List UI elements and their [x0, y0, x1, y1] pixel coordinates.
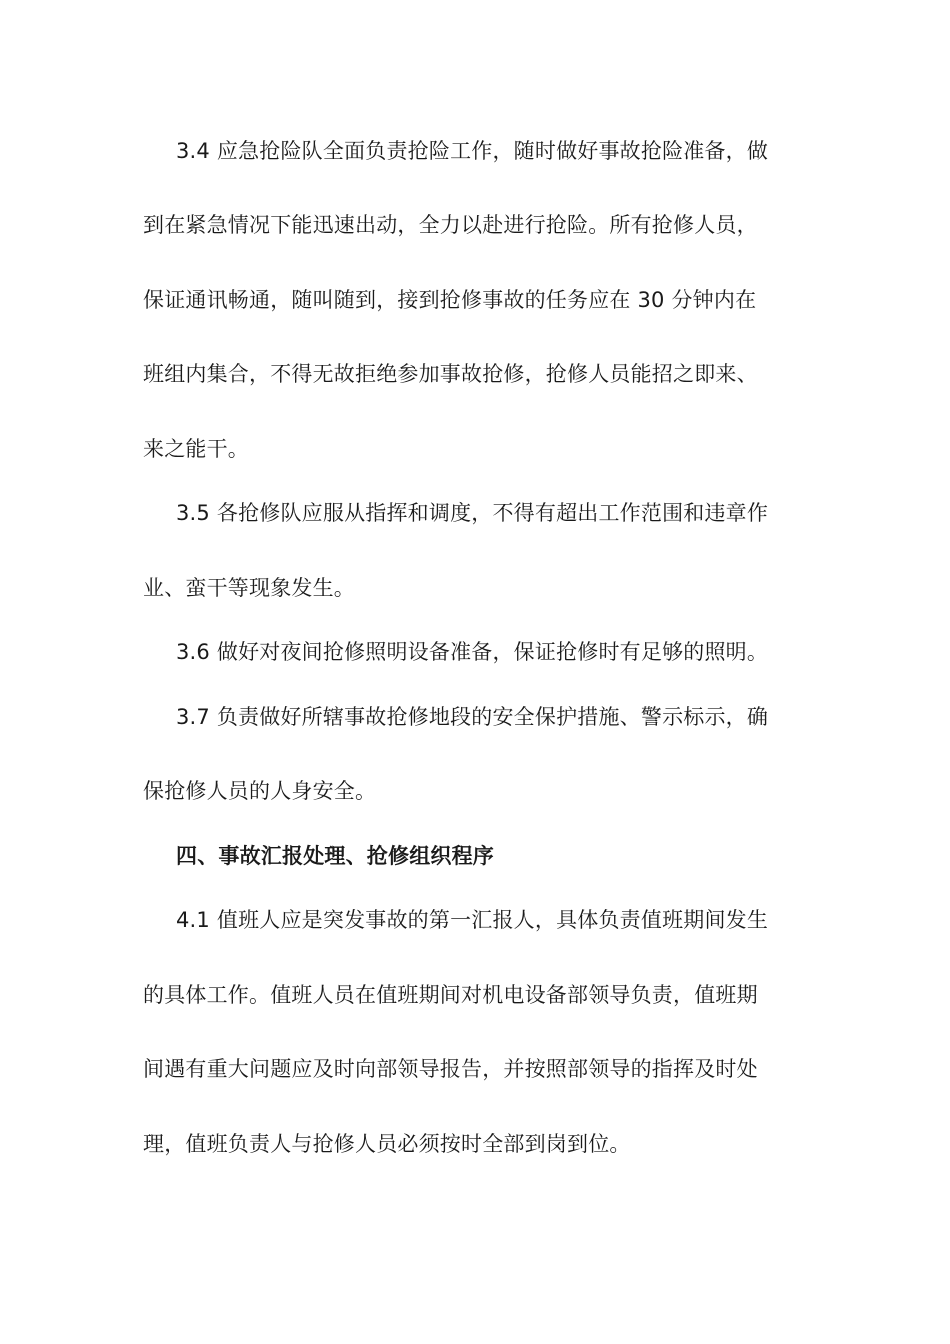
paragraph-3-6-line-1: 3.6 做好对夜间抢修照明设备准备，保证抢修时有足够的照明。: [176, 640, 769, 664]
paragraph-3-4-line-4: 班组内集合，不得无故拒绝参加事故抢修，抢修人员能招之即来、: [143, 362, 758, 386]
section-heading-4: 四、事故汇报处理、抢修组织程序: [176, 844, 494, 868]
paragraph-4-1-line-4: 理，值班负责人与抢修人员必须按时全部到岗到位。: [143, 1132, 631, 1156]
paragraph-3-5-line-1: 3.5 各抢修队应服从指挥和调度，不得有超出工作范围和违章作: [176, 501, 769, 525]
paragraph-3-7-line-1: 3.7 负责做好所辖事故抢修地段的安全保护措施、警示标示，确: [176, 705, 769, 729]
paragraph-3-4-line-2: 到在紧急情况下能迅速出动，全力以赴进行抢险。所有抢修人员，: [143, 213, 758, 237]
paragraph-4-1-line-1: 4.1 值班人应是突发事故的第一汇报人，具体负责值班期间发生: [176, 908, 769, 932]
paragraph-4-1-line-2: 的具体工作。值班人员在值班期间对机电设备部领导负责，值班期: [143, 983, 758, 1007]
paragraph-3-4-line-3: 保证通讯畅通，随叫随到，接到抢修事故的任务应在 30 分钟内在: [143, 288, 757, 312]
paragraph-3-7-line-2: 保抢修人员的人身安全。: [143, 779, 377, 803]
paragraph-3-4-line-5: 来之能干。: [143, 437, 249, 461]
paragraph-3-5-line-2: 业、蛮干等现象发生。: [143, 576, 355, 600]
paragraph-4-1-line-3: 间遇有重大问题应及时向部领导报告，并按照部领导的指挥及时处: [143, 1057, 758, 1081]
paragraph-3-4-line-1: 3.4 应急抢险队全面负责抢险工作，随时做好事故抢险准备，做: [176, 139, 769, 163]
